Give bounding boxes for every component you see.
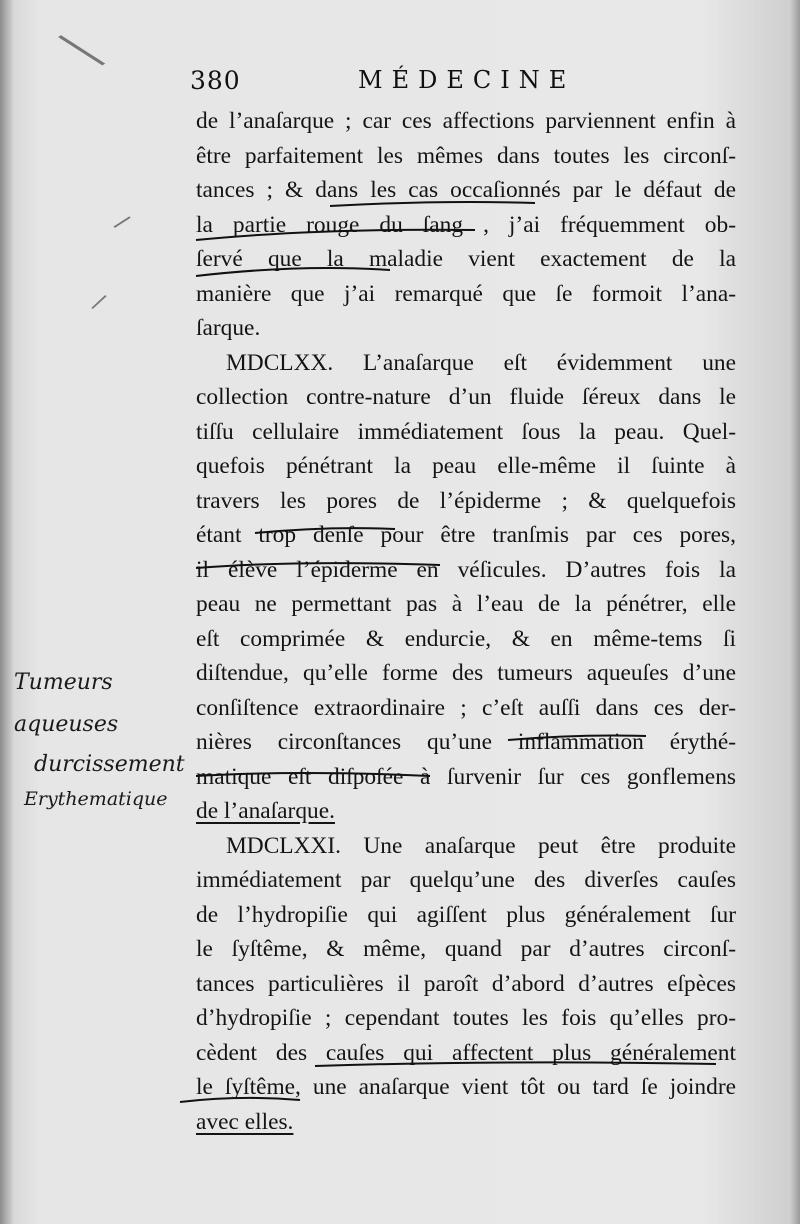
ink-underline (508, 736, 646, 741)
text-line: ſarque. (196, 315, 261, 341)
text-line: de l’hydropiſie qui agiſſent plus généralement ſur (196, 901, 736, 928)
margin-note: aqueuses (14, 712, 119, 737)
text-line: être parfaitement les mêmes dans toutes les circonſ- (196, 142, 736, 169)
margin-note: Tumeurs (14, 670, 113, 695)
text-line: quefois pénétrant la peau elle-même il ſuinte à (196, 453, 736, 479)
text-line: conſiſtence extraordinaire ; c’eſt auſſi dans ces der- (196, 694, 736, 721)
paragraph-start: MDCLXXI. Une anaſarque peut être produite (226, 832, 736, 859)
ink-underline (196, 773, 430, 776)
ink-underline (180, 1098, 300, 1102)
text-line: diſtendue, qu’elle forme des tumeurs aqueuſes d’une (196, 660, 736, 686)
pencil-mark: / (110, 210, 133, 235)
text-line: le ſyſtême, une anaſarque vient tôt ou tard ſe joindre (196, 1074, 736, 1100)
margin-note: Erythematique (24, 788, 168, 810)
text-line: cèdent des cauſes qui affectent plus généralement (196, 1039, 736, 1066)
text-line: ſervé que la maladie vient exactement de la (196, 246, 736, 272)
pencil-mark: / (89, 289, 109, 316)
underlined-text-line: avec elles. (196, 1108, 294, 1135)
page-number: 380 (190, 66, 241, 95)
text-line: travers les pores de l’épiderme ; & quelquefois (196, 487, 736, 514)
pencil-mark: ╲ (60, 25, 104, 77)
margin-note: durcissement (34, 752, 185, 777)
text-line: tances particulières il paroît d’abord d’autres eſpèces (196, 970, 736, 997)
ink-underline (196, 230, 475, 240)
text-line: il élève l’épiderme en véſicules. D’autres fois la (196, 556, 736, 583)
ink-underline (315, 1062, 716, 1066)
running-head: MÉDECINE (358, 66, 576, 94)
text-line: de l’anaſarque ; car ces affections parviennent enfin à (196, 108, 736, 134)
text-line: nières circonſtances qu’une inflammation érythé- (196, 729, 736, 755)
text-line: la partie rouge du ſang , j’ai fréquemment ob- (196, 211, 736, 238)
text-line: eſt comprimée & endurcie, & en même-tems ſi (196, 625, 736, 652)
text-line: peau ne permettant pas à l’eau de la pénétrer, elle (196, 591, 736, 617)
text-line: immédiatement par quelqu’une des diverſes cauſes (196, 867, 736, 893)
underlined-text-line: de l’anaſarque. (196, 798, 335, 824)
text-line: matique eſt diſpoſée à ſurvenir ſur ces gonflemens (196, 763, 736, 790)
ink-underline (196, 563, 440, 568)
ink-underline (196, 268, 390, 276)
text-line: d’hydropiſie ; cependant toutes les fois qu’elles pro- (196, 1005, 736, 1031)
ink-underline (255, 528, 395, 533)
text-line: étant trop denſe pour être tranſmis par ces pores, (196, 522, 736, 548)
text-line: manière que j’ai remarqué que ſe formoit l’ana- (196, 280, 736, 307)
text-line: le ſyſtême, & même, quand par d’autres circonſ- (196, 936, 736, 962)
text-line: collection contre-nature d’un fluide ſéreux dans le (196, 384, 736, 410)
ink-underline (330, 202, 535, 206)
paragraph-start: MDCLXX. L’anaſarque eſt évidemment une (226, 349, 736, 376)
text-line: tances ; & dans les cas occaſionnés par le défaut de (196, 177, 736, 203)
text-line: tiſſu cellulaire immédiatement ſous la peau. Quel- (196, 418, 736, 445)
